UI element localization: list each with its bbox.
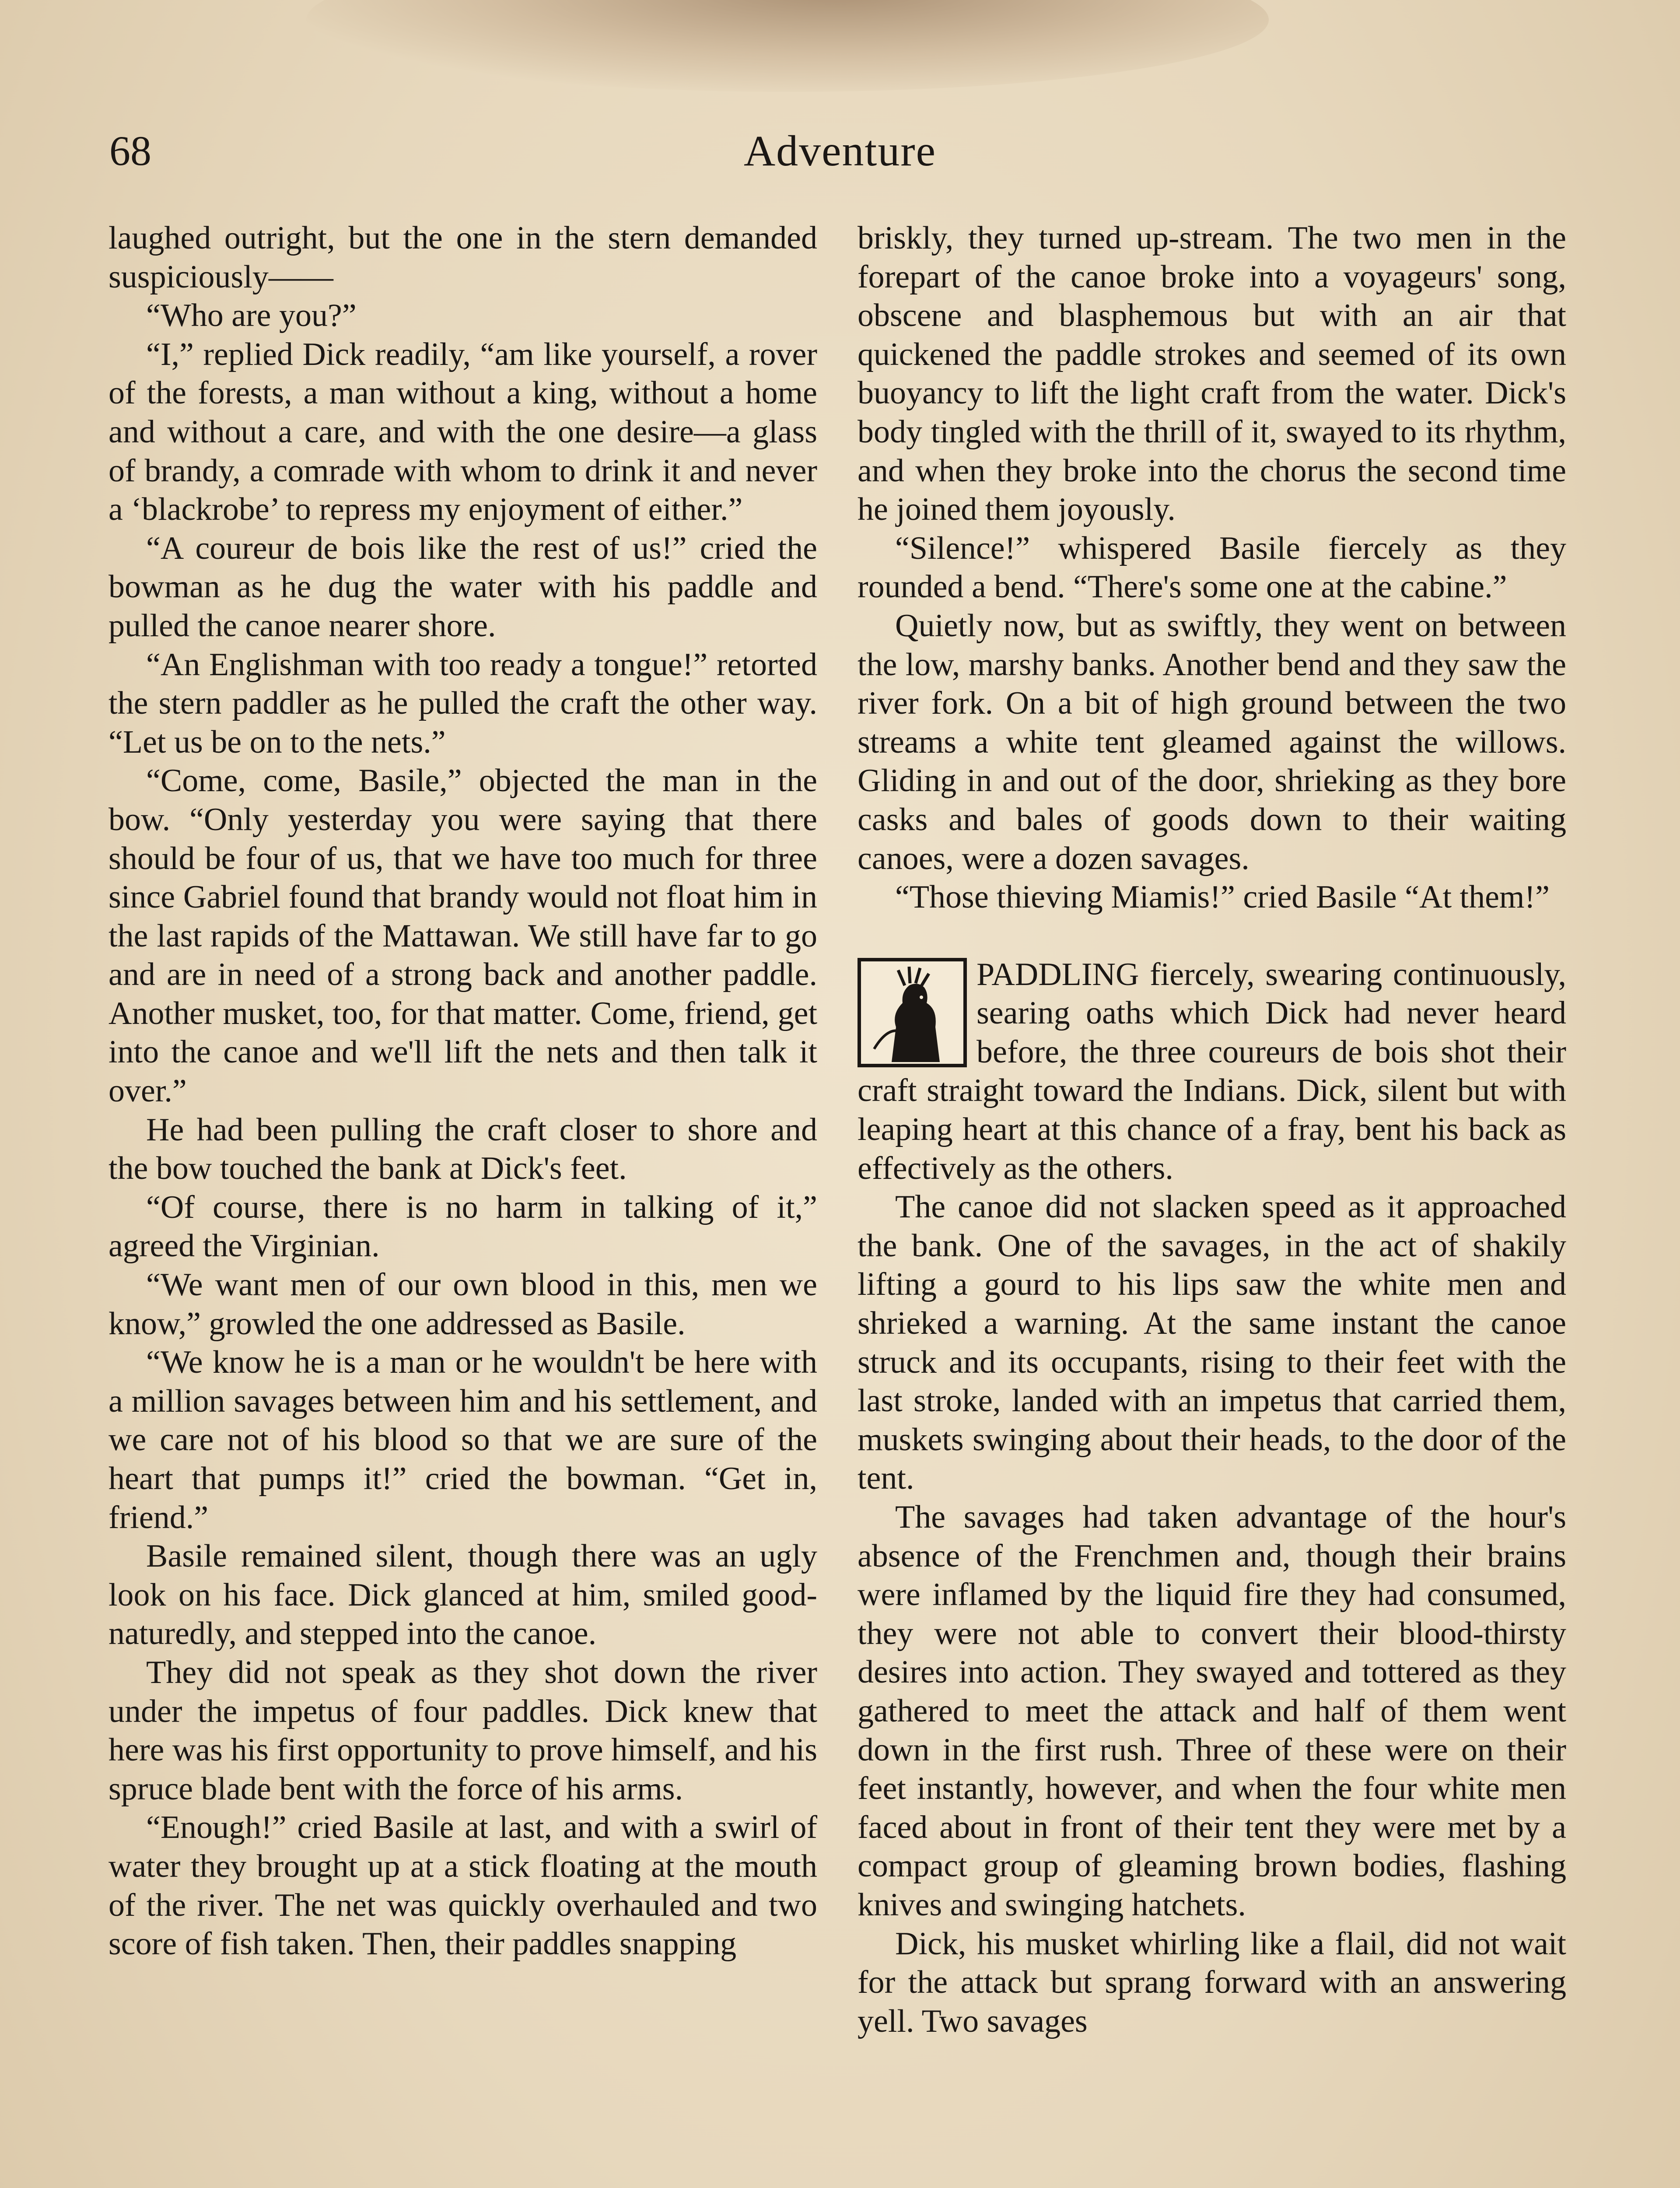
paragraph: “Come, come, Basile,” objected the man in the bow. “Only yesterday you were saying that there should be four of us, that we have too much for three since Gabriel found that brandy would not float him in the last rapids of the Mattawan. We still have far to go and are in need of a strong back and another paddle. Another musket, too, for that matter. Come, friend, get into the canoe and we'll lift the nets and then talk it over.” bbox=[108, 763, 817, 1109]
paragraph-text: PADDLING fiercely, swearing continuously, searing oaths which Dick had never heard before, the three coureurs de bois shot their craft straight toward the Indians. Dick, silent but with leaping heart at this chance of a fray, bent his back as effectively as the others. bbox=[858, 956, 1566, 1186]
right-column bbox=[858, 219, 1566, 2041]
paragraph: “A coureur de bois like the rest of us!” cried the bowman as he dug the water with his paddle and pulled the canoe nearer shore. bbox=[108, 530, 817, 644]
page-number: 68 bbox=[109, 127, 151, 174]
paragraph: He had been pulling the craft closer to shore and the bow touched the bank at Dick's feet. bbox=[108, 1112, 817, 1187]
paragraph: “Those thieving Miamis!” cried Basile “At them!” bbox=[895, 879, 1550, 915]
paragraph: laughed outright, but the one in the stern demanded suspiciously—— bbox=[108, 220, 817, 295]
paragraph: They did not speak as they shot down the river under the impetus of four paddles. Dick knew that here was his first opportunity to prove himself, and his spruce blade bent with the force of his arms. bbox=[108, 1654, 817, 1807]
page-header bbox=[109, 123, 1571, 188]
paragraph: Basile remained silent, though there was an ugly look on his face. Dick glanced at him, smiled good-naturedly, and stepped into the canoe. bbox=[108, 1538, 817, 1652]
paragraph: The canoe did not slacken speed as it approached the bank. One of the savages, in the act of shakily lifting a gourd to his lips saw the white men and shrieked a warning. At the same instant the canoe struck and its occupants, rising to their feet with the last stroke, landed with an impetus that carried them, muskets swinging about their heads, to the door of the tent. bbox=[858, 1189, 1566, 1497]
indian-figure-drop-cap-icon bbox=[858, 958, 967, 1067]
running-head: Adventure bbox=[743, 126, 937, 175]
page-stain bbox=[306, 0, 1269, 92]
paragraph: Dick, his musket whirling like a flail, did not wait for the attack but sprang forward with an answering yell. Two savages bbox=[858, 1925, 1566, 2039]
paragraph: “We want men of our own blood in this, men we know,” growled the one addressed as Basile. bbox=[108, 1267, 817, 1342]
paragraph: The savages had taken advantage of the hour's absence of the Frenchmen and, though their brains were inflamed by the liquid fire they had consumed, they were not able to convert their blood-thirsty desires into action. They swayed and tottered as they gathered to meet the attack and half of them went down in the first rush. Three of these were on their feet instantly, however, and when the four white men faced about in front of their tent they were met by a compact group of gleaming brown bodies, flashing knives and swinging hatchets. bbox=[858, 1499, 1566, 1923]
paragraph: “We know he is a man or he wouldn't be here with a million savages between him and his settlement, and we care not of his blood so that we are sure of the heart that pumps it!” cried the bowman. “Get in, friend.” bbox=[108, 1344, 817, 1536]
paragraph: briskly, they turned up-stream. The two men in the forepart of the canoe broke into a voyageurs' song, obscene and blasphemous but with an air that quickened the paddle strokes and seemed of its own buoyancy to lift the light craft from the water. Dick's body tingled with the thrill of it, swayed to its rhythm, and when they broke into the chorus the second time he joined them joyously. bbox=[858, 220, 1566, 528]
paragraph: “Enough!” cried Basile at last, and with a swirl of water they brought up at a stick floating at the mouth of the river. The net was quickly overhauled and two score of fish taken. Then, their paddles snapping bbox=[108, 1809, 817, 1962]
paragraph: Quietly now, but as swiftly, they went on between the low, marshy banks. Another bend and they saw the river fork. On a bit of high ground between the two streams a white tent gleamed against the willows. Gliding in and out of the door, shrieking as they bore casks and bales of goods down to their waiting canoes, were a dozen savages. bbox=[858, 607, 1566, 877]
paragraph: “I,” replied Dick readily, “am like yourself, a rover of the forests, a man without a king, without a home and without a care, and with the one desire—a glass of brandy, a comrade with whom to drink it and never a ‘blackrobe’ to repress my enjoyment of either.” bbox=[108, 336, 817, 528]
paragraph: “An Englishman with too ready a tongue!” retorted the stern paddler as he pulled the craft the other way. “Let us be on to the nets.” bbox=[108, 646, 817, 760]
paragraph: “Of course, there is no harm in talking of it,” agreed the Virginian. bbox=[108, 1189, 817, 1264]
section-opening-paragraph bbox=[858, 955, 1566, 1188]
left-column bbox=[108, 219, 817, 1964]
paragraph: “Silence!” whispered Basile fiercely as they rounded a bend. “There's some one at the cabine.” bbox=[858, 530, 1566, 605]
paragraph: “Who are you?” bbox=[146, 298, 357, 334]
